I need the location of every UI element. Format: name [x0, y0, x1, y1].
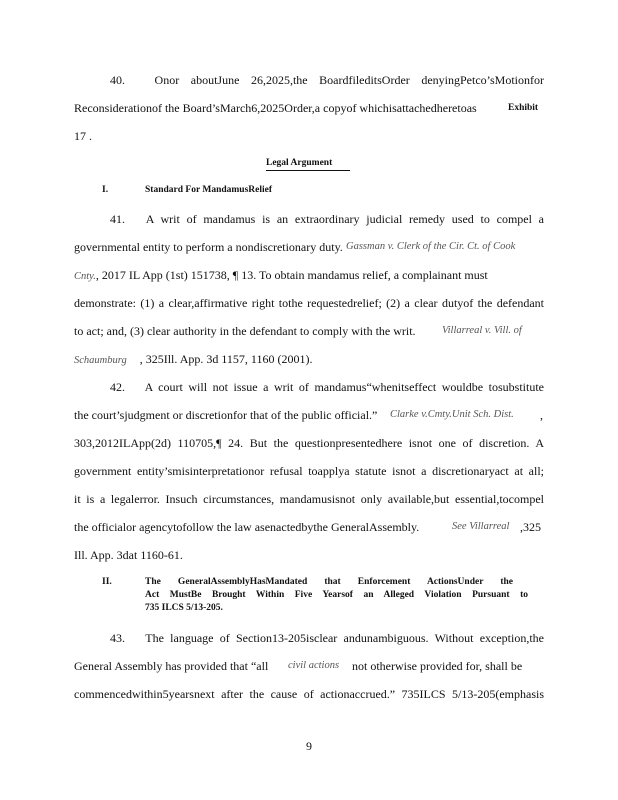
italic-civil-actions: civil actions	[288, 660, 340, 671]
paragraph-42-number: 42.	[110, 380, 125, 394]
paragraph-40-line-3: 17 .	[74, 129, 92, 143]
section-2-line-1: The GeneralAssemblyHasMandated that Enforcement ActionsUnder the	[145, 577, 513, 587]
case-citation-villarreal: Villarreal v. Vill. of	[442, 325, 522, 336]
paragraph-41-line-6: Schaumburg , 325Ill. App. 3d 1157, 1160 (2001).	[74, 352, 313, 366]
paragraph-41-line-1: 41. A writ of mandamus is an extraordinary judicial remedy used to compel a	[110, 212, 544, 226]
paragraph-41-line-2: governmental entity to perform a nondiscretionary duty. Gassman v. Clerk of the Cir. Ct. of Cook	[74, 240, 516, 254]
paragraph-42-line-7: Ill. App. 3dat 1160-61.	[74, 548, 183, 562]
section-2-numeral: II.	[102, 577, 112, 587]
case-citation-clarke: Clarke v.Cmty.Unit Sch. Dist.	[390, 409, 514, 420]
paragraph-43-number: 43.	[110, 631, 125, 645]
paragraph-41-line-3: Cnty., 2017 IL App (1st) 151738, ¶ 13. To obtain mandamus relief, a complainant must	[74, 268, 488, 282]
case-citation-gassman: Gassman v. Clerk of the Cir. Ct. of Cook	[346, 241, 516, 252]
paragraph-42-line-3: 303,2012ILApp(2d) 110705,¶ 24. But the questionpresentedhere isnot one of discretion. A	[74, 436, 544, 450]
paragraph-40-line-2: Reconsiderationof the Board’sMarch6,2025Order,a copyof whichisattachedheretoas Exhibit	[74, 101, 539, 115]
exhibit-label: Exhibit	[508, 103, 539, 113]
page-number: 9	[306, 739, 312, 753]
section-2-line-3: 735 ILCS 5/13-205.	[145, 603, 223, 613]
paragraph-43-line-2: General Assembly has provided that “all civil actions not otherwise provided for, shall be	[74, 659, 523, 673]
paragraph-41-number: 41.	[110, 212, 125, 226]
case-citation-see-villarreal: See Villarreal	[452, 521, 510, 532]
paragraph-40-number: 40.	[110, 73, 125, 87]
section-1-title: Standard For MandamusRelief	[145, 185, 273, 195]
paragraph-42-line-5: it is a legalerror. Insuch circumstances, mandamusisnot only available,but essential,tocompel	[74, 492, 544, 506]
paragraph-43-line-3: commencedwithin5yearsnext after the cause of actionaccrued.” 735ILCS 5/13-205(emphasis	[74, 687, 544, 701]
paragraph-41-line-5: to act; and, (3) clear authority in the defendant to comply with the writ. Villarreal v. Vill. of	[74, 324, 522, 338]
paragraph-42-line-4: government entity’smisinterpretationor refusal toapplya statute isnot a discretionaryact at all;	[74, 464, 544, 478]
section-2-line-2: Act MustBe Brought Within Five Yearsof an Alleged Violation Pursuant to	[145, 590, 528, 600]
paragraph-42-line-1: 42. A court will not issue a writ of mandamus“whenitseffect wouldbe tosubstitute	[110, 380, 544, 394]
legal-argument-heading: Legal Argument	[266, 157, 350, 171]
paragraph-40-line-1: 40. Onor aboutJune 26,2025,the BoardfileditsOrder denyingPetco’sMotionfor	[110, 73, 544, 87]
paragraph-41-line-4: demonstrate: (1) a clear,affirmative right tothe requestedrelief; (2) a clear dutyof the defendant	[74, 296, 544, 310]
paragraph-42-line-2: the court’sjudgment or discretionfor that of the public official.” Clarke v.Cmty.Unit Sch. Dist. ,	[74, 408, 543, 422]
section-1-numeral: I.	[102, 185, 109, 195]
case-citation-schaumburg: Schaumburg	[74, 355, 127, 366]
paragraph-42-line-6: the officialor agencytofollow the law asenactedbythe GeneralAssembly. See Villarreal ,325	[74, 520, 541, 534]
paragraph-43-line-1: 43. The language of Section13-205isclear andunambiguous. Without exception,the	[110, 631, 544, 645]
case-citation-cnty: Cnty.	[74, 271, 96, 282]
